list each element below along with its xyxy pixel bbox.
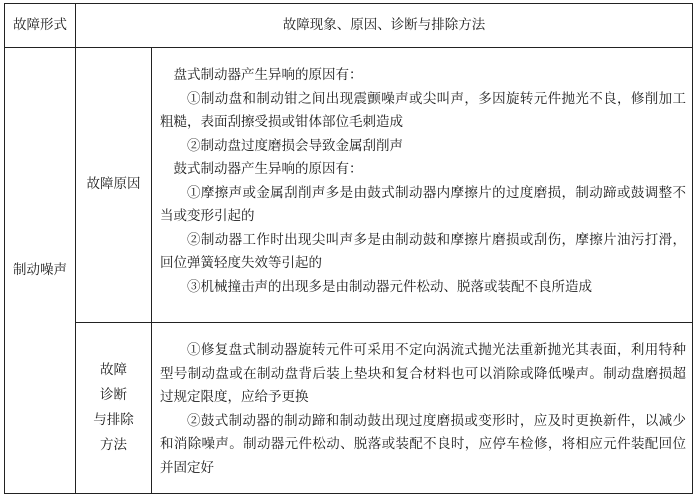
cause-line: ③机械撞击声的出现多是由制动器元件松动、脱落或装配不良所造成	[187, 278, 592, 295]
remedy-label-line: 诊断	[100, 387, 127, 403]
cause-row	[5, 48, 693, 323]
cause-line: ①制动盘和制动钳之间出现震颤噪声或尖叫声，多因旋转元件抛光不良，修削加工粗糙，表面刮擦受损或钳体部位毛刺造成	[160, 90, 686, 130]
cause-line: ①摩擦声或金属刮削声多是由鼓式制动器内摩擦片的过度磨损，制动蹄或鼓调整不当或变形引起的	[160, 184, 686, 224]
cause-line: 盘式制动器产生异响的原因有：	[173, 67, 363, 83]
remedy-label-line: 与排除	[93, 412, 134, 428]
cause-label: 故障原因	[76, 48, 152, 323]
remedy-label-stack	[93, 358, 134, 458]
cause-content	[152, 48, 693, 323]
cause-line: ②制动器工作时出现尖叫声多是由制动鼓和摩擦片磨损或刮伤，摩擦片油污打滑，回位弹簧轻度失效等引起的	[160, 231, 686, 271]
remedy-label	[76, 323, 152, 494]
cause-line: ②制动盘过度磨损会导致金属刮削声	[187, 137, 403, 154]
header-fault-form: 故障形式	[5, 4, 76, 48]
fault-table	[4, 3, 693, 494]
remedy-row	[5, 323, 693, 494]
cause-line: 鼓式制动器产生异响的原因有：	[173, 161, 363, 177]
remedy-line: ①修复盘式制动器旋转元件可采用不定向涡流式抛光法重新抛光其表面，利用特种型号制动盘或在制动盘背后装上垫块和复合材料也可以消除或降低噪声。制动盘磨损超过规定限度，应给予更换	[160, 342, 686, 405]
remedy-line: ②鼓式制动器的制动蹄和制动鼓出现过度磨损或变形时，应及时更换新件，以减少和消除噪声。制动器元件松动、脱落或装配不良时，应停车检修，将相应元件装配回位并固定好	[160, 412, 686, 476]
header-fault-description: 故障现象、原因、诊断与排除方法	[76, 4, 693, 48]
fault-category: 制动噪声	[5, 48, 76, 494]
remedy-label-line: 方法	[100, 437, 127, 453]
remedy-label-line: 故障	[100, 362, 127, 378]
remedy-content	[152, 323, 693, 494]
header-row	[5, 4, 693, 48]
